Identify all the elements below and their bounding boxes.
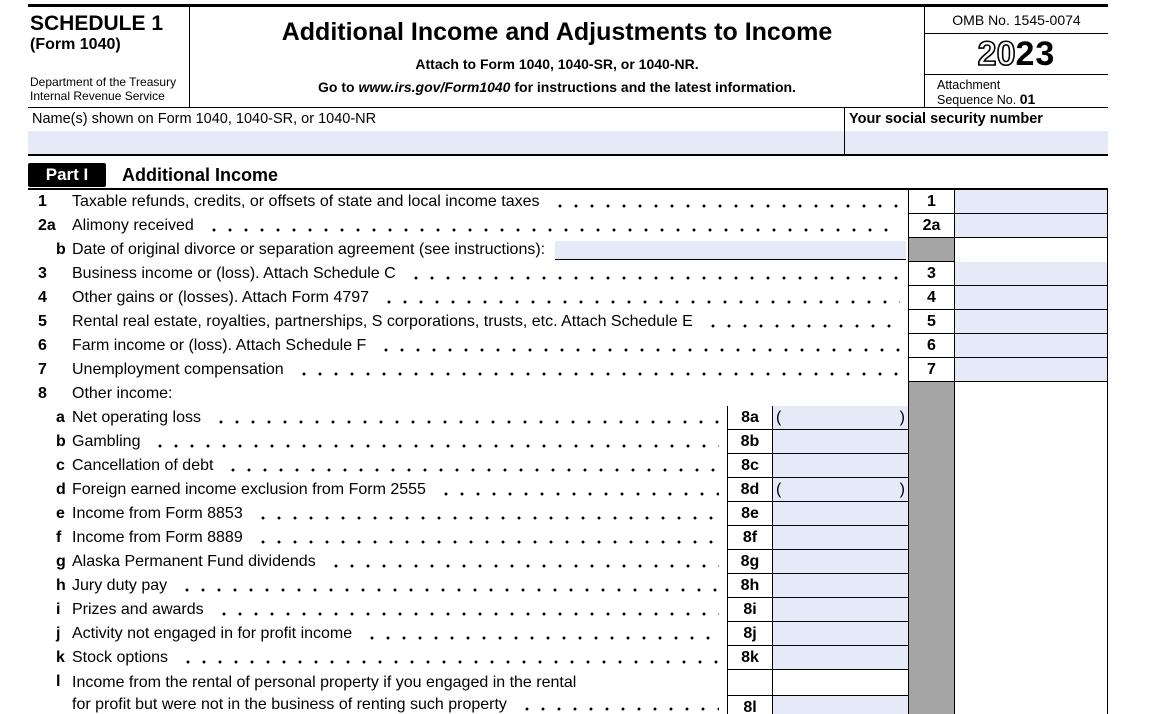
omb-block [925, 7, 1108, 107]
line-8c-row [28, 454, 1108, 478]
inner-amount-cell [773, 622, 908, 646]
line-8j-row [28, 622, 1108, 646]
ssn-cell [845, 108, 1108, 154]
dot-leader [177, 574, 719, 598]
form-label: (Form 1040) [30, 36, 121, 53]
line-7-row [28, 358, 1108, 382]
line-box-label: 8j [727, 622, 773, 646]
line-number: k [56, 649, 65, 666]
line-box-label: 8f [727, 526, 773, 550]
dot-leader [326, 550, 719, 574]
line-number: j [56, 625, 61, 642]
empty-amount-cell [955, 574, 1108, 598]
line-2a-row [28, 214, 1108, 238]
inner-amount-cell [773, 478, 908, 502]
line-box-cell [727, 670, 773, 714]
line-8-row [28, 382, 1108, 406]
line-desc [72, 454, 727, 478]
shaded-cell [908, 382, 955, 406]
negative-paren-open: ( [776, 409, 782, 426]
part1-header [28, 162, 1108, 190]
shaded-cell [908, 574, 955, 598]
shaded-cell [908, 622, 955, 646]
line-label: Net operating loss [72, 409, 201, 426]
line-box-label: 2a [908, 214, 955, 238]
sequence-label: Sequence No. [937, 93, 1017, 107]
amount-input[interactable] [781, 406, 899, 429]
line-desc [72, 526, 727, 550]
dot-leader [376, 334, 900, 358]
line-desc [72, 598, 727, 622]
amount-input[interactable] [776, 598, 905, 621]
line-box-label: 6 [908, 334, 955, 358]
part1-title: Additional Income [122, 164, 279, 185]
shaded-cell [908, 550, 955, 574]
line-5-row [28, 310, 1108, 334]
line-label: Business income or (loss). Attach Schedule C [72, 265, 396, 282]
line-8f-row [28, 526, 1108, 550]
line-8a-row [28, 406, 1108, 430]
attachment-label: Attachment [937, 78, 1001, 92]
line-label: Income from the rental of personal property if you engaged in the rental [72, 674, 577, 691]
part1-badge: Part I [28, 163, 106, 187]
shaded-cell [908, 670, 955, 714]
line-8k-row [28, 646, 1108, 670]
inner-amount-cell [773, 406, 908, 430]
amount-input[interactable] [955, 190, 1108, 214]
ssn-input[interactable] [845, 131, 1108, 154]
line-number: c [56, 457, 65, 474]
line-label: Gambling [72, 433, 141, 450]
empty-amount-cell [955, 622, 1108, 646]
dot-leader [253, 526, 719, 550]
shaded-cell [908, 478, 955, 502]
line-number: f [56, 529, 62, 546]
line-number: a [56, 409, 65, 426]
inner-amount-cell [773, 574, 908, 598]
line-box-label: 5 [908, 310, 955, 334]
title-block [190, 7, 925, 107]
tax-year [925, 34, 1108, 75]
line-number: 8 [38, 385, 47, 402]
line-number: l [56, 673, 61, 690]
line-box-label: 4 [908, 286, 955, 310]
amount-input[interactable] [781, 478, 899, 501]
shaded-cell [908, 502, 955, 526]
department-line2: Internal Revenue Service [30, 89, 165, 103]
schedule-label: SCHEDULE 1 [30, 12, 164, 35]
line-desc [72, 670, 727, 714]
empty-amount-cell [955, 238, 1108, 262]
shaded-cell [908, 598, 955, 622]
amount-input[interactable] [776, 430, 905, 453]
line-number: h [56, 577, 66, 594]
dot-leader [406, 262, 900, 286]
inner-amount-cell [773, 502, 908, 526]
year-outline-digits: 20 [977, 34, 1016, 73]
line-desc [72, 646, 727, 670]
attachment-sequence [925, 75, 1108, 107]
shaded-cell [908, 454, 955, 478]
line-label: Income from Form 8853 [72, 505, 243, 522]
line-box-label: 3 [908, 262, 955, 286]
line-box-label: 8c [727, 454, 773, 478]
amount-input[interactable] [776, 526, 905, 549]
line-label: Rental real estate, royalties, partnerships, S corporations, trusts, etc. Attach Schedule E [72, 313, 693, 330]
goto-suffix: for instructions and the latest information. [510, 79, 796, 95]
irs-url-link[interactable]: www.irs.gov/Form1040 [358, 79, 511, 95]
line-desc [72, 358, 908, 382]
line-box-label: 7 [908, 358, 955, 382]
dot-leader [204, 214, 900, 238]
line-box-label: 1 [908, 190, 955, 214]
name-input[interactable] [28, 131, 844, 154]
line-label: Alimony received [72, 217, 194, 234]
line-desc [72, 406, 727, 430]
line-number: 5 [38, 313, 47, 330]
attach-instruction: Attach to Form 1040, 1040-SR, or 1040-NR. [415, 56, 699, 72]
line-box-label: 8a [727, 406, 773, 430]
inner-amount-cell [773, 670, 908, 714]
line-label-continued [72, 694, 727, 714]
line-1-row [28, 190, 1108, 214]
line-desc [72, 214, 908, 238]
line-desc [72, 262, 908, 286]
inner-amount-cell [773, 550, 908, 574]
line-desc [72, 334, 908, 358]
line-number: 7 [38, 361, 47, 378]
amount-input[interactable] [955, 262, 1108, 286]
name-cell [28, 108, 845, 154]
empty-amount-cell [955, 670, 1108, 714]
taxpayer-row [28, 108, 1108, 156]
negative-paren-close: ) [899, 481, 905, 498]
empty-amount-cell [955, 454, 1108, 478]
ssn-label: Your social security number [849, 111, 1043, 127]
line-label: Jury duty pay [72, 577, 168, 594]
dot-leader [436, 478, 719, 502]
dot-leader [150, 430, 719, 454]
line-number: 4 [38, 289, 47, 306]
line-desc [72, 550, 727, 574]
line-label: Date of original divorce or separation agreement (see instructions): [72, 241, 546, 258]
amount-input[interactable] [776, 574, 905, 597]
line-desc [72, 310, 908, 334]
lines-table [28, 190, 1108, 714]
line-8h-row [28, 574, 1108, 598]
empty-amount-cell [955, 430, 1108, 454]
negative-paren-open: ( [776, 481, 782, 498]
amount-input[interactable] [955, 214, 1108, 238]
empty-amount-cell [955, 598, 1108, 622]
line-8i-row [28, 598, 1108, 622]
line-label: Foreign earned income exclusion from Form 2555 [72, 481, 426, 498]
dot-leader [178, 646, 719, 670]
line-desc [72, 430, 727, 454]
amount-input[interactable] [776, 550, 905, 573]
line-box-label: 8b [727, 430, 773, 454]
line-desc [72, 622, 727, 646]
amount-input[interactable] [955, 310, 1108, 334]
empty-amount-cell [955, 646, 1108, 670]
dot-leader [550, 190, 900, 214]
inner-amount-cell [773, 454, 908, 478]
amount-input[interactable] [773, 695, 908, 714]
amount-input[interactable] [955, 334, 1108, 358]
empty-amount-cell [955, 406, 1108, 430]
omb-number: OMB No. 1545-0074 [925, 7, 1108, 34]
inner-amount-cell [773, 526, 908, 550]
dot-leader [362, 622, 719, 646]
line-label: Activity not engaged in for profit income [72, 625, 353, 642]
line-label: Other gains or (losses). Attach Form 4797 [72, 289, 370, 306]
line-label: Taxable refunds, credits, or offsets of state and local income taxes [72, 193, 540, 210]
line-2b-row [28, 238, 1108, 262]
sequence-number: 01 [1019, 91, 1036, 107]
dot-leader [294, 358, 900, 382]
sequence-line [937, 92, 1108, 107]
line-number: 3 [38, 265, 47, 282]
line-label: Prizes and awards [72, 601, 204, 618]
line-number: i [56, 601, 61, 618]
line-label: Farm income or (loss). Attach Schedule F [72, 337, 367, 354]
shaded-cell [908, 526, 955, 550]
shaded-cell [908, 238, 955, 262]
dot-leader [703, 310, 900, 334]
form-id-block [28, 7, 190, 107]
line-box-label: 8l [728, 695, 772, 714]
line-box-label: 8e [727, 502, 773, 526]
year-bold-digits: 23 [1015, 34, 1056, 73]
line-4-row [28, 286, 1108, 310]
line-desc [72, 478, 727, 502]
line-8d-row [28, 478, 1108, 502]
dot-leader [223, 454, 719, 478]
amount-input[interactable] [776, 646, 905, 669]
amount-input[interactable] [776, 454, 905, 477]
line-desc [72, 382, 908, 406]
dot-leader [253, 502, 719, 526]
line-number: d [56, 481, 66, 498]
amount-input[interactable] [955, 286, 1108, 310]
shaded-cell [908, 406, 955, 430]
line-label: Unemployment compensation [72, 361, 284, 378]
line-number: 2a [38, 217, 56, 234]
line-box-label: 8h [727, 574, 773, 598]
line-box-label: 8d [727, 478, 773, 502]
line-8l-row [28, 670, 1108, 714]
department-line1: Department of the Treasury [30, 75, 177, 89]
line-desc [72, 502, 727, 526]
line-8g-row [28, 550, 1108, 574]
empty-amount-cell [955, 550, 1108, 574]
line-number: b [56, 241, 66, 258]
empty-amount-cell [955, 502, 1108, 526]
inner-amount-cell [773, 430, 908, 454]
dot-leader [211, 406, 719, 430]
line-3-row [28, 262, 1108, 286]
empty-amount-cell [955, 478, 1108, 502]
form-body [28, 4, 1108, 714]
line-8e-row [28, 502, 1108, 526]
line-label: Stock options [72, 649, 169, 666]
goto-prefix: Go to [318, 79, 359, 95]
goto-instruction [190, 79, 924, 95]
name-label: Name(s) shown on Form 1040, 1040-SR, or 1040-NR [32, 111, 377, 127]
line-label: Income from Form 8889 [72, 529, 243, 546]
empty-amount-cell [955, 526, 1108, 550]
line-box-label: 8k [727, 646, 773, 670]
amount-input[interactable] [776, 622, 905, 645]
line-desc [72, 574, 727, 598]
line-box-label: 8i [727, 598, 773, 622]
form-header [28, 7, 1108, 108]
line-box-label: 8g [727, 550, 773, 574]
shaded-cell [908, 646, 955, 670]
line-number: 1 [38, 193, 47, 210]
empty-amount-cell [955, 382, 1108, 406]
line-number: b [56, 433, 66, 450]
line-label: Cancellation of debt [72, 457, 214, 474]
dot-leader [517, 694, 719, 714]
dot-leader [379, 286, 900, 310]
line-desc [72, 190, 908, 214]
line-number: e [56, 505, 65, 522]
form-title: Additional Income and Adjustments to Income [281, 18, 833, 46]
line-number: 6 [38, 337, 47, 354]
line-8b-row [28, 430, 1108, 454]
inner-amount-cell [773, 646, 908, 670]
dot-leader [214, 598, 719, 622]
line-label-line2: for profit but were not in the business of renting such property [72, 696, 507, 713]
line-desc [72, 286, 908, 310]
date-input[interactable] [555, 241, 906, 260]
line-6-row [28, 334, 1108, 358]
amount-input[interactable] [955, 358, 1108, 382]
line-label: Other income: [72, 385, 173, 402]
negative-paren-close: ) [899, 409, 905, 426]
line-desc [72, 238, 908, 262]
shaded-cell [908, 430, 955, 454]
amount-input[interactable] [776, 502, 905, 525]
inner-amount-cell [773, 598, 908, 622]
line-number: g [56, 553, 66, 570]
line-label: Alaska Permanent Fund dividends [72, 553, 316, 570]
